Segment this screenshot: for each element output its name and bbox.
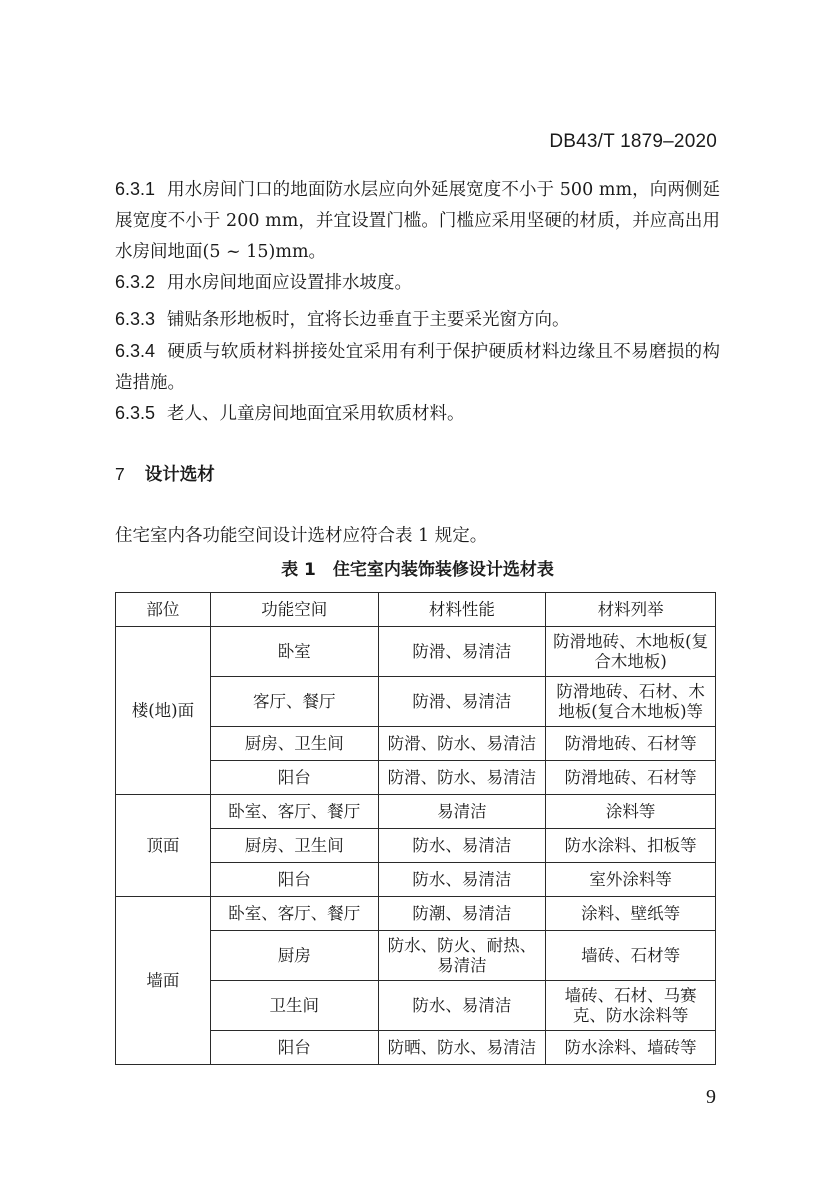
clause-text: 铺贴条形地板时，宜将长边垂直于主要采光窗方向。	[167, 310, 570, 330]
clause-text: 用水房间门口的地面防水层应向外延展宽度不小于 500 mm，向两侧延展宽度不小于 200 mm，并宜设置门槛。门槛应采用坚硬的材质，并应高出用水房间地面(5 ~ 15)mm。	[115, 180, 720, 262]
properties-cell: 防滑、易清洁	[378, 677, 546, 727]
clause-number: 6.3.1	[115, 179, 156, 199]
header-cell-part: 部位	[116, 593, 211, 627]
table-caption: 表 1 住宅室内装饰装修设计选材表	[281, 560, 554, 580]
clause-text: 用水房间地面应设置排水坡度。	[167, 273, 413, 293]
space-cell: 厨房、卫生间	[210, 829, 378, 863]
properties-cell: 防水、易清洁	[378, 981, 546, 1031]
examples-cell: 墙砖、石材等	[546, 931, 716, 981]
part-cell-wall: 墙面	[116, 897, 211, 1065]
clause-6-3-1	[115, 174, 720, 268]
properties-cell: 防晒、防水、易清洁	[378, 1031, 546, 1065]
clause-number: 6.3.5	[115, 403, 156, 423]
header-cell-space: 功能空间	[210, 593, 378, 627]
examples-cell: 防水涂料、墙砖等	[546, 1031, 716, 1065]
space-cell: 厨房、卫生间	[210, 727, 378, 761]
clause-6-3-3	[115, 304, 720, 336]
properties-cell: 防水、易清洁	[378, 829, 546, 863]
space-cell: 阳台	[210, 863, 378, 897]
section-number: 7	[115, 464, 125, 484]
examples-cell: 防滑地砖、木地板(复合木地板)	[546, 627, 716, 677]
examples-cell: 涂料等	[546, 795, 716, 829]
clause-6-3-5	[115, 398, 720, 430]
material-selection-table	[115, 592, 716, 1065]
space-cell: 客厅、餐厅	[210, 677, 378, 727]
space-cell: 卧室、客厅、餐厅	[210, 897, 378, 931]
properties-cell: 防水、防火、耐热、易清洁	[378, 931, 546, 981]
space-cell: 卧室	[210, 627, 378, 677]
table-row	[116, 627, 716, 677]
properties-cell: 防滑、防水、易清洁	[378, 761, 546, 795]
clause-text: 老人、儿童房间地面宜采用软质材料。	[167, 404, 465, 424]
examples-cell: 涂料、壁纸等	[546, 897, 716, 931]
table-header-row	[116, 593, 716, 627]
properties-cell: 易清洁	[378, 795, 546, 829]
examples-cell: 墙砖、石材、马赛克、防水涂料等	[546, 981, 716, 1031]
examples-cell: 室外涂料等	[546, 863, 716, 897]
clause-6-3-4	[115, 336, 720, 399]
table-row	[116, 897, 716, 931]
part-cell-ceiling: 顶面	[116, 795, 211, 897]
properties-cell: 防滑、防水、易清洁	[378, 727, 546, 761]
clause-6-3-2	[115, 267, 720, 299]
examples-cell: 防滑地砖、石材等	[546, 727, 716, 761]
clause-number: 6.3.3	[115, 309, 156, 329]
clause-number: 6.3.4	[115, 341, 156, 361]
space-cell: 卫生间	[210, 981, 378, 1031]
section-heading	[115, 459, 215, 491]
clause-text: 硬质与软质材料拼接处宜采用有利于保护硬质材料边缘且不易磨损的构造措施。	[115, 342, 720, 393]
part-cell-floor: 楼(地)面	[116, 627, 211, 795]
examples-cell: 防水涂料、扣板等	[546, 829, 716, 863]
space-cell: 厨房	[210, 931, 378, 981]
intro-paragraph: 住宅室内各功能空间设计选材应符合表 1 规定。	[115, 526, 488, 546]
clause-number: 6.3.2	[115, 272, 156, 292]
properties-cell: 防水、易清洁	[378, 863, 546, 897]
space-cell: 阳台	[210, 1031, 378, 1065]
header-cell-examples: 材料列举	[546, 593, 716, 627]
examples-cell: 防滑地砖、石材等	[546, 761, 716, 795]
properties-cell: 防潮、易清洁	[378, 897, 546, 931]
properties-cell: 防滑、易清洁	[378, 627, 546, 677]
space-cell: 阳台	[210, 761, 378, 795]
page-number: 9	[706, 1086, 716, 1108]
space-cell: 卧室、客厅、餐厅	[210, 795, 378, 829]
header-cell-properties: 材料性能	[378, 593, 546, 627]
section-title-text: 设计选材	[144, 465, 215, 485]
document-code: DB43/T 1879–2020	[549, 131, 717, 152]
examples-cell: 防滑地砖、石材、木地板(复合木地板)等	[546, 677, 716, 727]
table-row	[116, 795, 716, 829]
